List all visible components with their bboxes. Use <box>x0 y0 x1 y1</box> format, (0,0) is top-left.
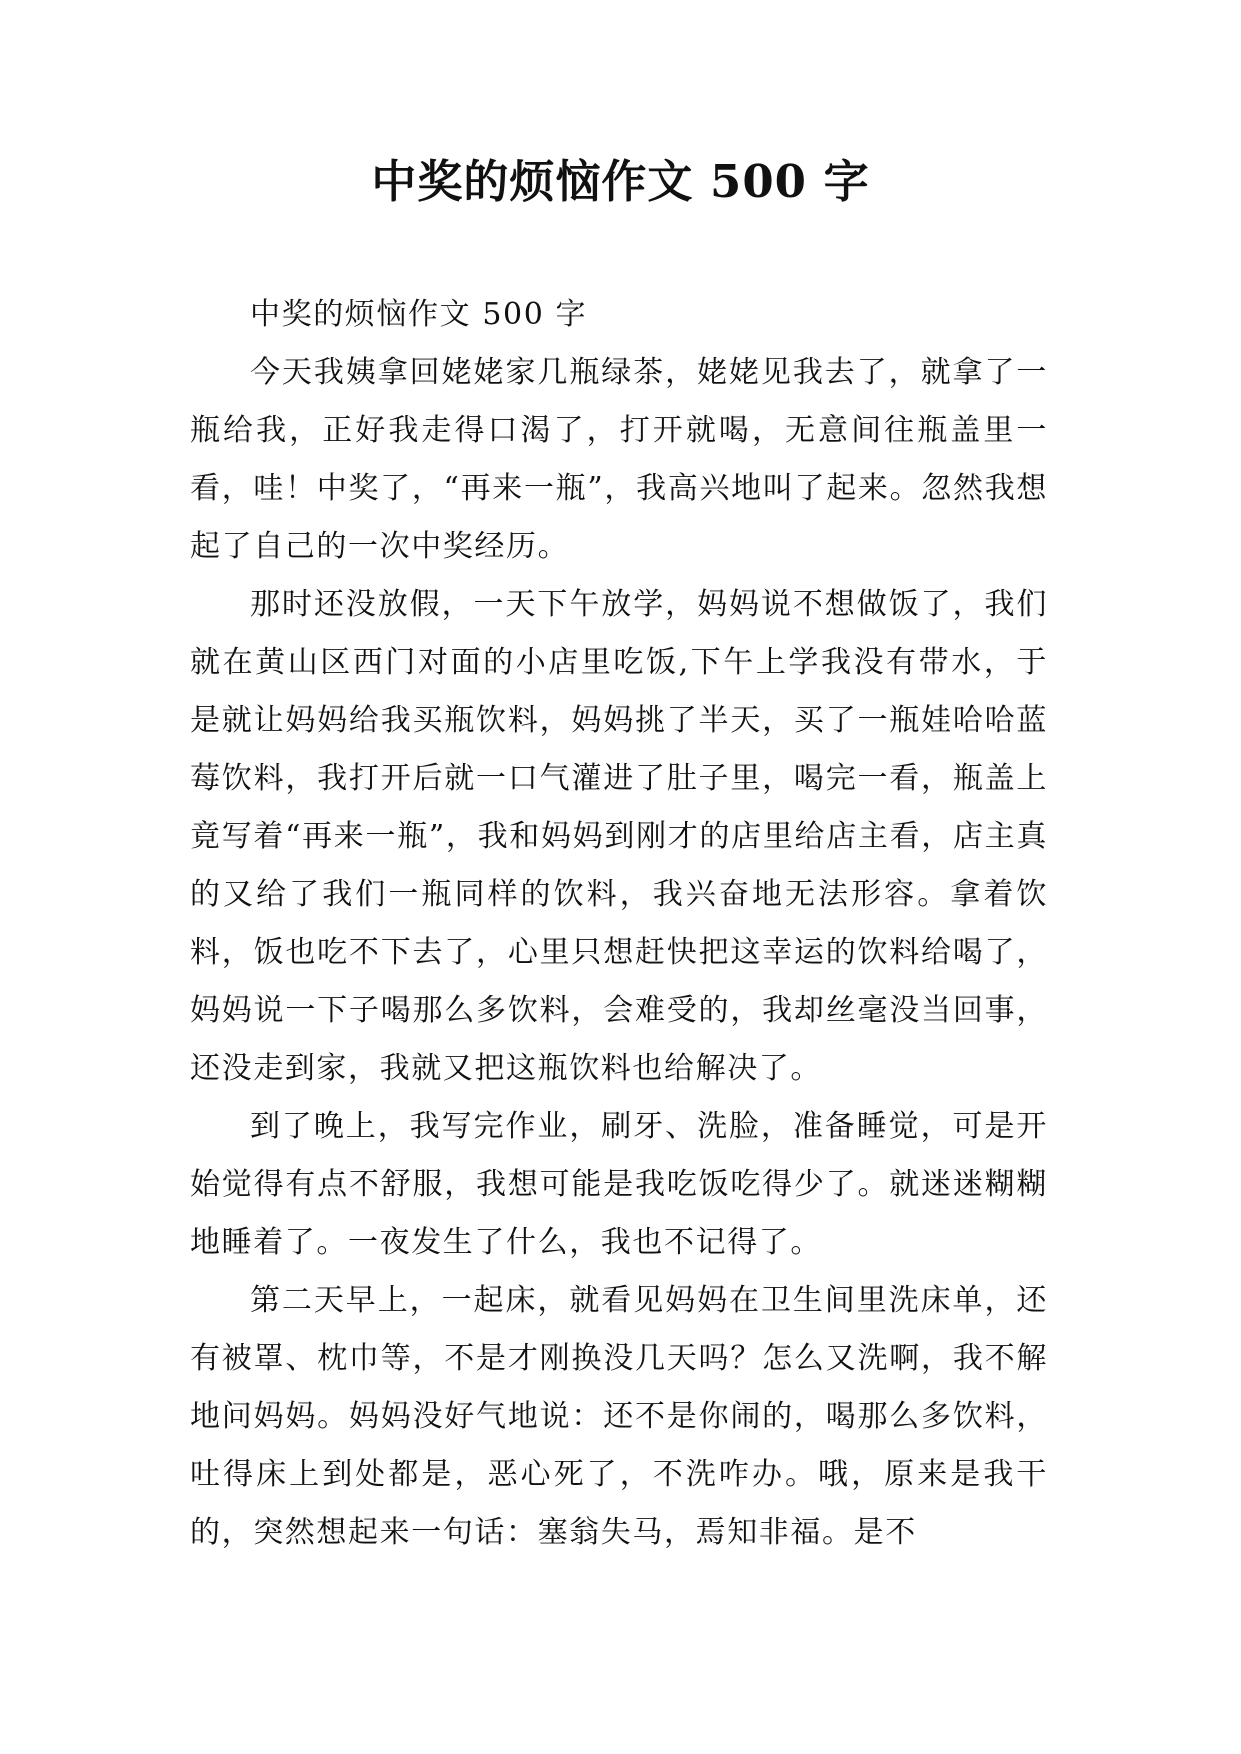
paragraph-subtitle: 中奖的烦恼作文 500 字 <box>250 297 588 332</box>
paragraph-3: 到了晚上，我写完作业，刷牙、洗脸，准备睡觉，可是开始觉得有点不舒服，我想可能是我吃饭吃得少了。就迷迷糊糊地睡着了。一夜发生了什么，我也不记得了。 <box>190 1109 1048 1260</box>
document-title: 中奖的烦恼作文 500 字 <box>371 155 870 208</box>
paragraph-2: 那时还没放假，一天下午放学，妈妈说不想做饭了，我们就在黄山区西门对面的小店里吃饭,下午上学我没有带水，于是就让妈妈给我买瓶饮料，妈妈挑了半天，买了一瓶娃哈哈蓝莓饮料，我打开后就一口气灌进了肚子里，喝完一看，瓶盖上竟写着“再来一瓶”，我和妈妈到刚才的店里给店主看，店主真的又给了我们一瓶同样的饮料，我兴奋地无法形容。拿着饮料，饭也吃不下去了，心里只想赶快把这幸运的饮料给喝了，妈妈说一下子喝那么多饮料，会难受的，我却丝毫没当回事，还没走到家，我就又把这瓶饮料也给解决了。 <box>190 587 1048 1086</box>
paragraph-1: 今天我姨拿回姥姥家几瓶绿茶，姥姥见我去了，就拿了一瓶给我，正好我走得口渴了，打开就喝，无意间往瓶盖里一看，哇！中奖了，“再来一瓶”，我高兴地叫了起来。忽然我想起了自己的一次中奖经历。 <box>190 355 1048 564</box>
document-body <box>190 286 1048 1562</box>
paragraph-4: 第二天早上，一起床，就看见妈妈在卫生间里洗床单，还有被罩、枕巾等，不是才刚换没几天吗？怎么又洗啊，我不解地问妈妈。妈妈没好气地说：还不是你闹的，喝那么多饮料，吐得床上到处都是，恶心死了，不洗咋办。哦，原来是我干的，突然想起来一句话：塞翁失马，焉知非福。是不 <box>190 1283 1048 1550</box>
